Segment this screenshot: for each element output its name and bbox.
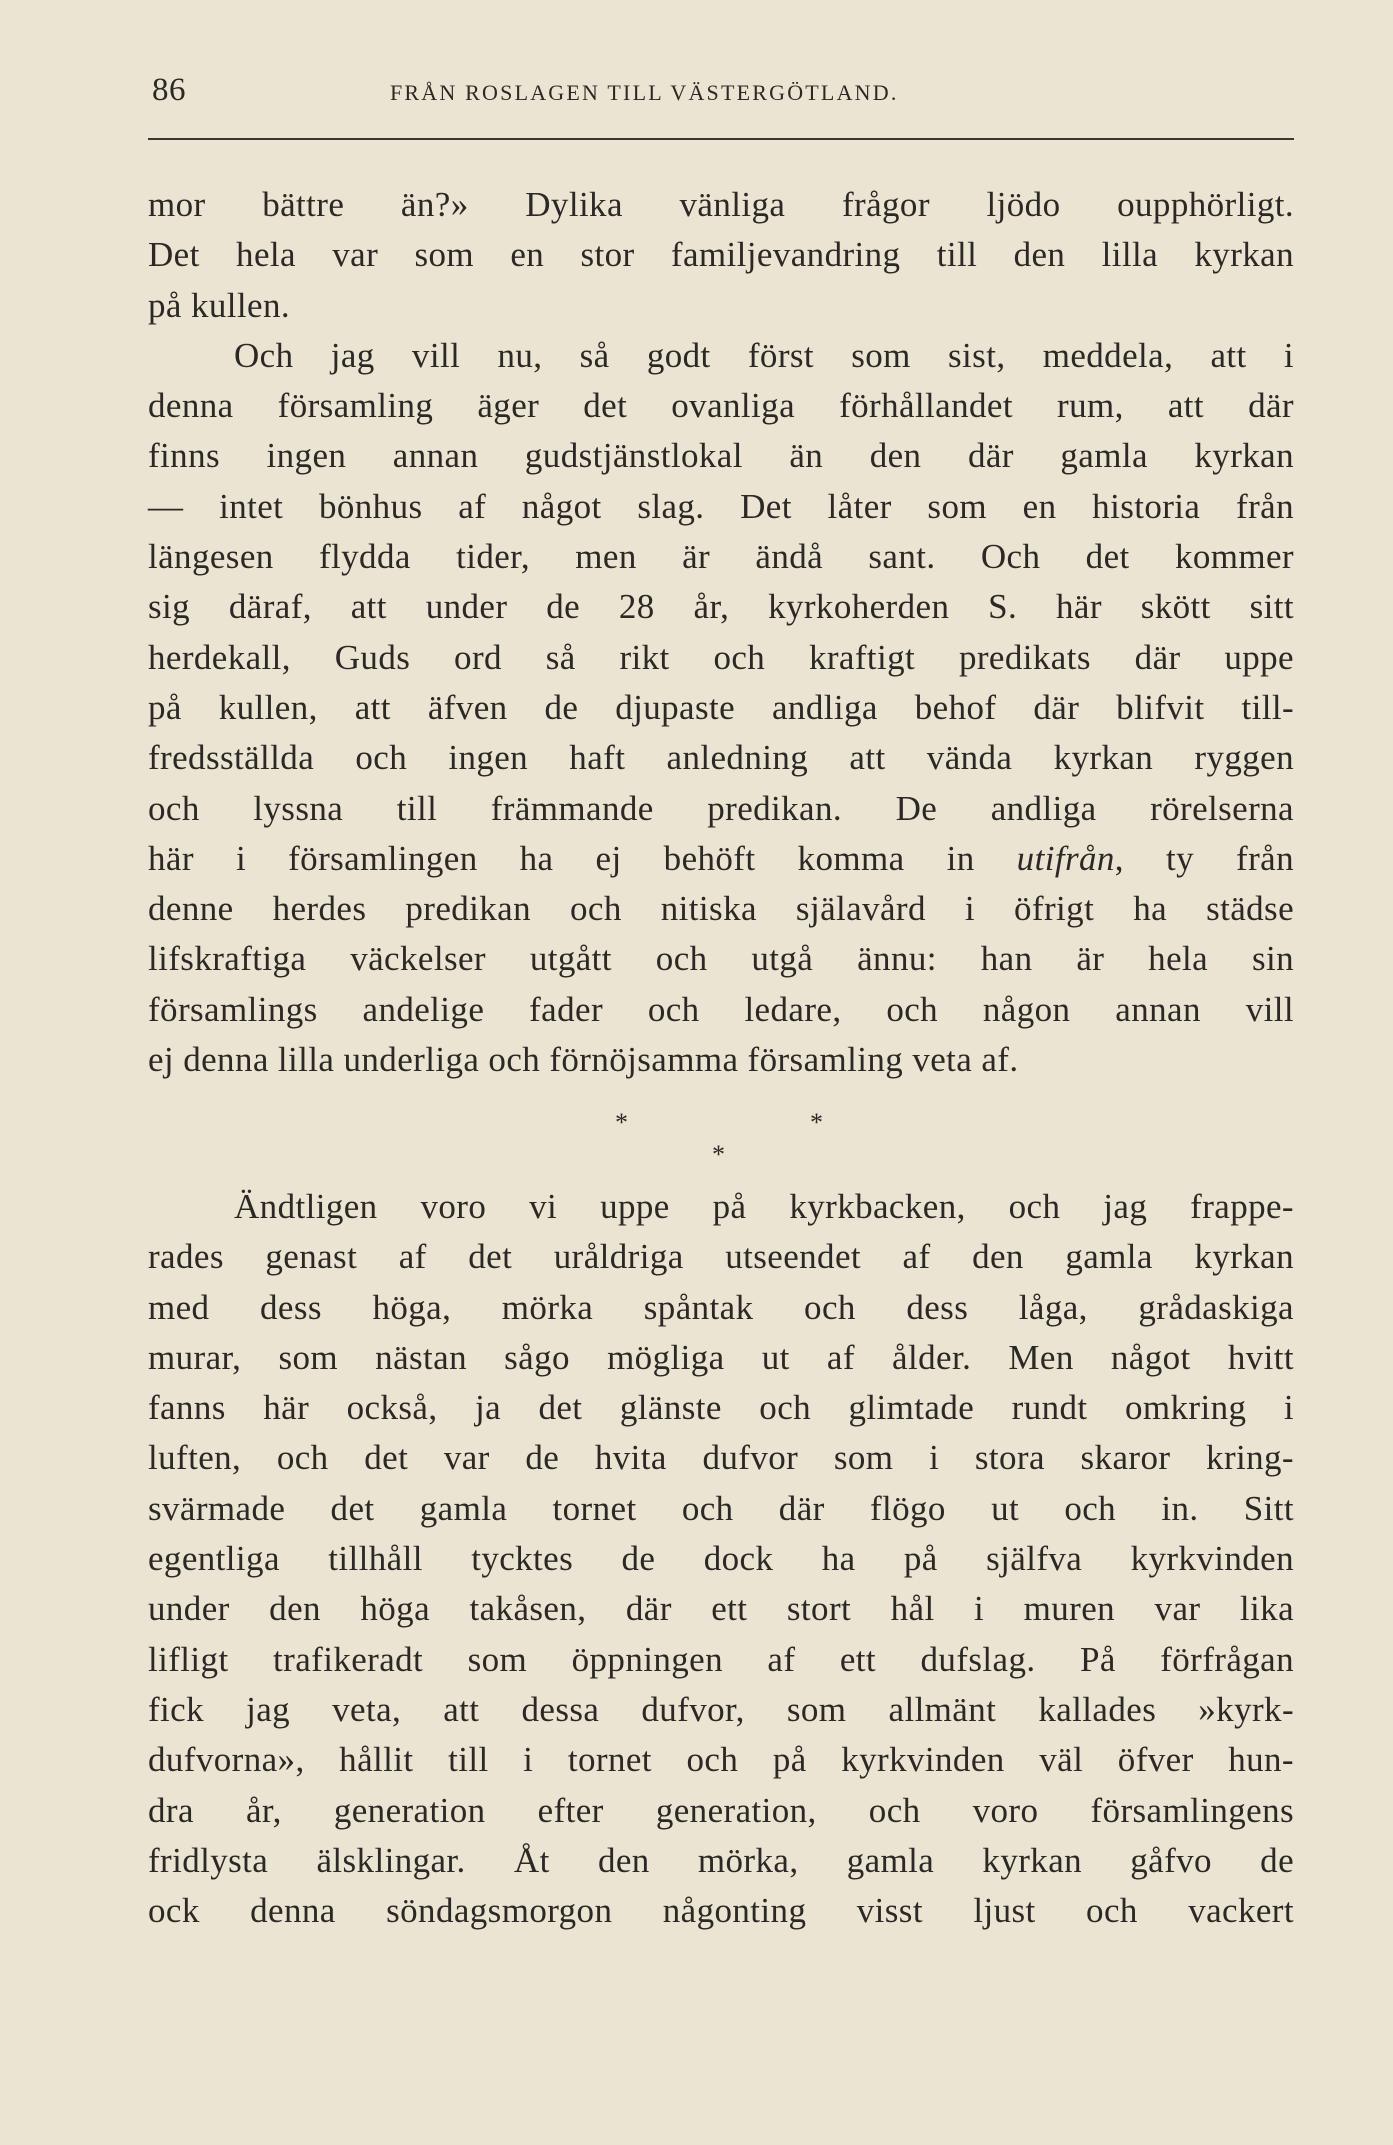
text-line: dra år, generation efter generation, och voro församlingens	[148, 1790, 1294, 1830]
text-line: längesen flydda tider, men är ändå sant. Och det kommer	[148, 537, 1294, 577]
text-line: församlings andelige fader och ledare, och någon annan vill	[148, 989, 1294, 1029]
line-segment: här i församlingen ha ej behöft komma in	[148, 838, 1017, 878]
text-line: lifskraftiga väckelser utgått och utgå ännu: han är hela sin	[148, 939, 1294, 979]
header-rule	[148, 138, 1294, 140]
text-line: Ändtligen voro vi uppe på kyrkbacken, och jag frappe-	[234, 1187, 1294, 1226]
text-line: sig däraf, att under de 28 år, kyrkoherden S. här skött sitt	[148, 587, 1294, 627]
text-line: rades genast af det uråldriga utseendet af den gamla kyrkan	[148, 1237, 1294, 1277]
line-segment: , ty från	[1114, 838, 1295, 878]
text-line: dufvorna», hållit till i tornet och på kyrkvinden väl öfver hun-	[148, 1740, 1294, 1780]
text-line: — intet bönhus af något slag. Det låter som en historia från	[148, 486, 1294, 526]
text-line: mor bättre än?» Dylika vänliga frågor ljödo oupphörligt.	[148, 185, 1294, 224]
text-line: lifligt trafikeradt som öppningen af ett dufslag. På förfrågan	[148, 1639, 1294, 1679]
text-line: fick jag veta, att dessa dufvor, som allmänt kallades »kyrk-	[148, 1689, 1294, 1729]
asterisk-icon: *	[712, 1140, 725, 1169]
italic-word: utifrån	[1016, 838, 1115, 878]
text-line: luften, och det var de hvita dufvor som i stora skaror kring-	[148, 1438, 1294, 1478]
text-line: ej denna lilla underliga och förnöjsamma församling veta af.	[148, 1040, 1019, 1080]
text-line: murar, som nästan sågo mögliga ut af ålder. Men något hvitt	[148, 1337, 1294, 1377]
text-block-before-break	[148, 180, 1294, 1085]
text-line: egentliga tillhåll tycktes de dock ha på själfva kyrkvinden	[148, 1539, 1294, 1579]
text-line: svärmade det gamla tornet och där flögo ut och in. Sitt	[148, 1488, 1294, 1528]
text-line: Det hela var som en stor familjevandring till den lilla kyrkan	[148, 235, 1294, 275]
text-line: fredsställda och ingen haft anledning att vända kyrkan ryggen	[148, 738, 1294, 778]
text-line: med dess höga, mörka spåntak och dess låga, grådaskiga	[148, 1287, 1294, 1327]
text-line: på kullen, att äfven de djupaste andliga behof där blifvit till-	[148, 687, 1294, 727]
text-line: denne herdes predikan och nitiska själavård i öfrigt ha städse	[148, 889, 1294, 929]
text-line-with-italic	[148, 834, 1294, 884]
page-number: 86	[152, 72, 186, 108]
text-line: Och jag vill nu, så godt först som sist, meddela, att i	[234, 335, 1294, 375]
text-block-after-break	[148, 1182, 1294, 1936]
text-line: herdekall, Guds ord så rikt och kraftigt predikats där uppe	[148, 637, 1294, 677]
text-line: på kullen.	[148, 285, 291, 325]
asterisk-icon: *	[810, 1108, 823, 1137]
text-line: ock denna söndagsmorgon någonting visst ljust och vackert	[148, 1891, 1294, 1931]
text-line: fridlysta älsklingar. Åt den mörka, gamla kyrkan gåfvo de	[148, 1840, 1294, 1880]
section-break-asterism	[0, 1100, 1393, 1170]
text-line: under den höga takåsen, där ett stort hål i muren var lika	[148, 1589, 1294, 1629]
text-line: denna församling äger det ovanliga förhållandet rum, att där	[148, 386, 1294, 426]
text-line: finns ingen annan gudstjänstlokal än den där gamla kyrkan	[148, 436, 1294, 476]
page-header	[152, 72, 1292, 120]
text-line: fanns här också, ja det glänste och glimtade rundt omkring i	[148, 1388, 1294, 1428]
running-title: FRÅN ROSLAGEN TILL VÄSTERGÖTLAND.	[390, 80, 899, 105]
asterisk-icon: *	[615, 1108, 628, 1137]
text-line: och lyssna till främmande predikan. De andliga rörelserna	[148, 788, 1294, 828]
